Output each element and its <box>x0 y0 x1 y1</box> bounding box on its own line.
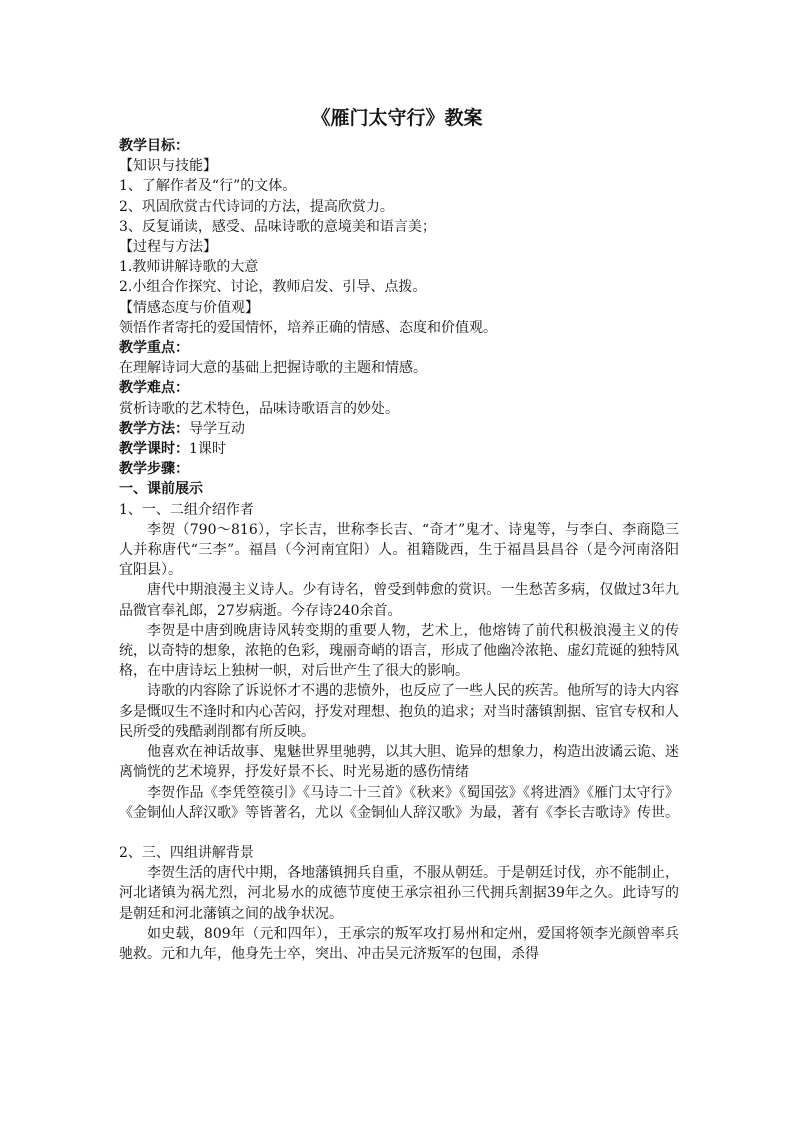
author-paragraph: 李贺是中唐到晚唐诗风转变期的重要人物，艺术上，他熔铸了前代积极浪漫主义的传统，以奇特的想象，浓艳的色彩，瑰丽奇峭的语言，形成了他幽冷浓艳、虚幻荒诞的独特风格，在中唐诗坛上独树一帜，对后世产生了很大的影响。 <box>119 622 679 680</box>
background-paragraph: 如史载，809年（元和四年），王承宗的叛军攻打易州和定州，爱国将领李光颜曾率兵驰救。元和九年，他身先士卒，突出、冲击吴元济叛军的包围，杀得 <box>119 925 679 962</box>
group2-heading: 2、三、四组讲解背景 <box>119 844 254 861</box>
knowledge-item: 3、反复诵读，感受、品味诗歌的意境美和语言美； <box>119 218 436 235</box>
emotion-text: 领悟作者寄托的爱国情怀，培养正确的情感、态度和价值观。 <box>119 319 497 336</box>
method-label: 教学方法： <box>119 420 189 437</box>
emotion-heading: 【情感态度与价值观】 <box>119 299 259 316</box>
group1-heading: 1、一、二组介绍作者 <box>119 501 254 518</box>
document-title: 《雁门太守行》教案 <box>311 107 483 129</box>
document-body <box>119 136 679 964</box>
knowledge-heading: 【知识与技能】 <box>119 158 217 175</box>
hours-label: 教学课时： <box>119 441 189 458</box>
section1-heading: 一、课前展示 <box>119 481 203 498</box>
method-value: 导学互动 <box>189 420 245 437</box>
difficulty-text: 赏析诗歌的艺术特色，品味诗歌语言的妙处。 <box>119 400 399 417</box>
author-paragraph: 李贺（790～816），字长吉，世称李长吉、“奇才”鬼才、诗鬼等，与李白、李商隐三人并称唐代“三李”。福昌（今河南宜阳）人。祖籍陇西，生于福昌县昌谷（是今河南洛阳宜阳县）。 <box>119 521 679 579</box>
method-line <box>119 419 679 439</box>
author-paragraph: 他喜欢在神话故事、鬼魅世界里驰骋，以其大胆、诡异的想象力，构造出波谲云诡、迷离惝恍的艺术境界，抒发好景不长、时光易逝的感伤情绪 <box>119 744 679 781</box>
blank-line <box>119 823 679 843</box>
author-paragraph: 李贺作品《李凭箜篌引》《马诗二十三首》《秋来》《蜀国弦》《将进酒》《雁门太守行》《金铜仙人辞汉歌》等皆著名，尤以《金铜仙人辞汉歌》为最，著有《李长吉歌诗》传世。 <box>119 784 679 821</box>
difficulty-heading: 教学难点： <box>119 380 189 397</box>
process-heading: 【过程与方法】 <box>119 239 217 256</box>
key-text: 在理解诗词大意的基础上把握诗歌的主题和情感。 <box>119 360 427 377</box>
author-paragraph: 诗歌的内容除了诉说怀才不遇的悲愤外，也反应了一些人民的疾苦。他所写的诗大内容多是慨叹生不逢时和内心苦闷，抒发对理想、抱负的追求；对当时藩镇割据、宦官专权和人民所受的残酷剥削都有所反映。 <box>119 683 679 740</box>
author-paragraph: 唐代中期浪漫主义诗人。少有诗名，曾受到韩愈的赏识。一生愁苦多病，仅做过3年九品微官奉礼郎，27岁病逝。今存诗240余首。 <box>119 582 679 619</box>
process-item: 2.小组合作探究、讨论，教师启发、引导、点拨。 <box>119 279 427 296</box>
steps-heading: 教学步骤： <box>119 461 189 478</box>
knowledge-item: 2、巩固欣赏古代诗词的方法，提高欣赏力。 <box>119 198 394 215</box>
process-item: 1.教师讲解诗歌的大意 <box>119 259 259 276</box>
key-heading: 教学重点： <box>119 340 189 357</box>
objectives-heading: 教学目标： <box>119 138 189 154</box>
background-paragraph: 李贺生活的唐代中期，各地藩镇拥兵自重，不服从朝廷。于是朝廷讨伐，亦不能制止，河北诸镇为祸尤烈，河北易水的成德节度使王承宗祖孙三代拥兵割据39年之久。此诗写的是朝廷和河北藩镇之间的战争状况。 <box>119 865 679 922</box>
hours-value: 1课时 <box>189 441 226 458</box>
hours-line <box>119 439 679 459</box>
knowledge-item: 1、了解作者及“行”的文体。 <box>119 178 297 195</box>
